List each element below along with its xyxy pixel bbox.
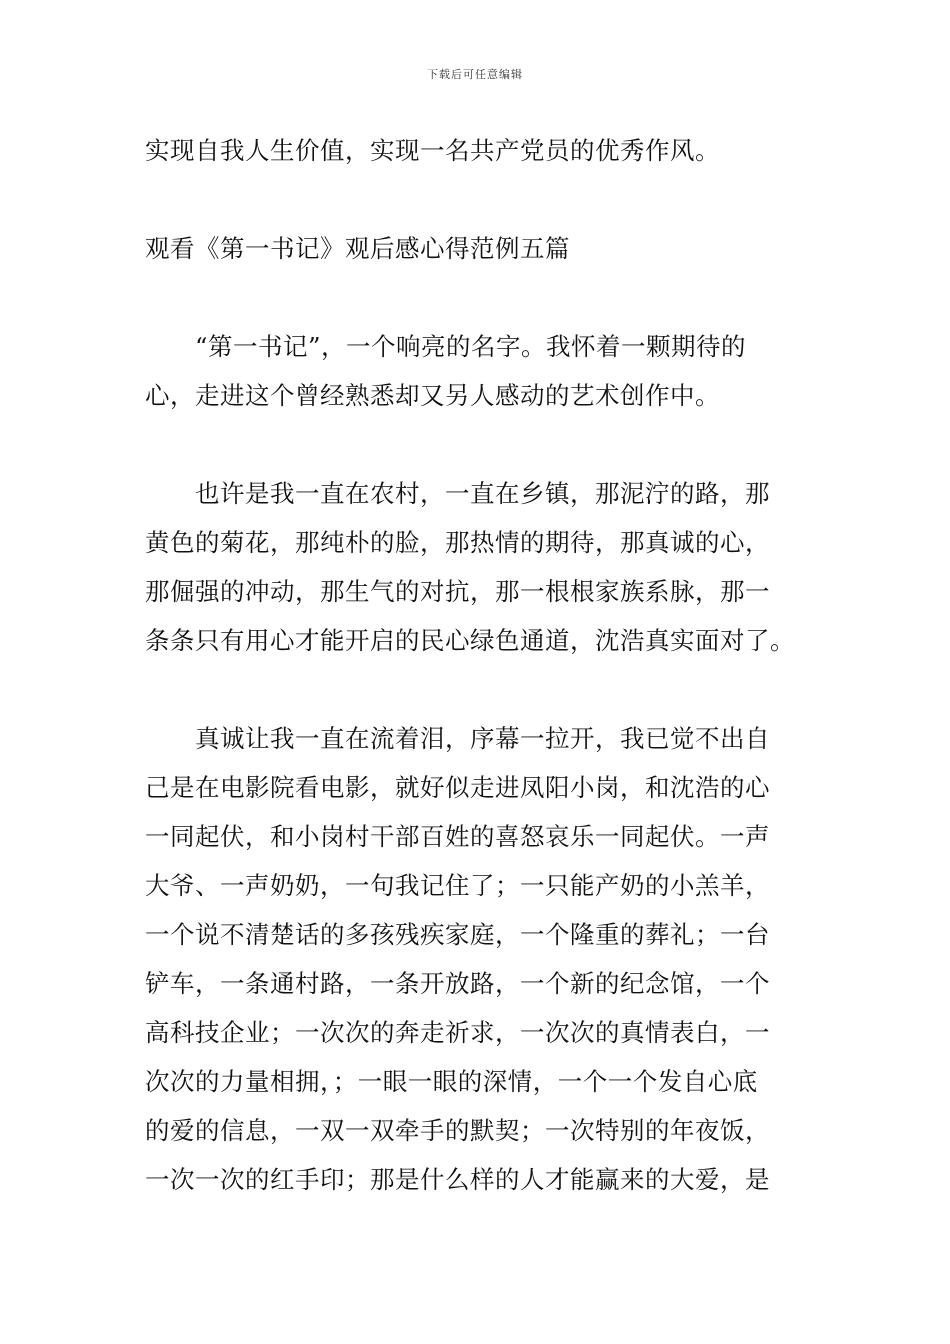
text-line: 真诚让我一直在流着泪，序幕一拉开，我已觉不出自: [195, 724, 770, 753]
text-line: 己是在电影院看电影，就好似走进凤阳小岗，和沈浩的心: [145, 773, 770, 802]
paragraph-3: [145, 469, 807, 665]
text-line: 次次的力量相拥，；一眼一眼的深情，一个一个发自心底: [145, 1067, 758, 1096]
paragraph-4: [145, 714, 807, 1204]
text-line: 也许是我一直在农村，一直在乡镇，那泥泞的路，那: [195, 479, 770, 508]
text-line: 一同起伏，和小岗村干部百姓的喜怒哀乐一同起伏。一声: [145, 822, 770, 851]
document-body: [145, 126, 807, 1204]
text-line: “第一书记”，一个响亮的名字。我怀着一颗期待的: [195, 332, 747, 361]
text-line: 一个说不清楚话的多孩残疾家庭，一个隆重的葬礼；一台: [145, 920, 770, 949]
text-line: 条条只有用心才能开启的民心绿色通道，沈浩真实面对了。: [145, 626, 795, 655]
text-line: 心，走进这个曾经熟悉却又另人感动的艺术创作中。: [145, 381, 720, 410]
text-line: 观看《第一书记》观后感心得范例五篇: [145, 234, 570, 263]
section-title: [145, 224, 807, 273]
paragraph-2: [145, 322, 807, 420]
text-line: 黄色的菊花，那纯朴的脸，那热情的期待，那真诚的心，: [145, 528, 770, 557]
text-line: 实现自我人生价值，实现一名共产党员的优秀作风。: [145, 136, 720, 165]
text-line: 那倔强的冲动，那生气的对抗，那一根根家族系脉，那一: [145, 577, 770, 606]
page-header: 下载后可任意编辑: [427, 68, 523, 81]
text-line: 大爷、一声奶奶，一句我记住了；一只能产奶的小羔羊，: [145, 871, 770, 900]
paragraph-1: [145, 126, 807, 175]
text-line: 的爱的信息，一双一双牵手的默契；一次特别的年夜饭，: [145, 1116, 770, 1145]
text-line: 一次一次的红手印；那是什么样的人才能赢来的大爱，是: [145, 1165, 770, 1194]
text-line: 铲车，一条通村路，一条开放路，一个新的纪念馆，一个: [145, 969, 770, 998]
text-line: 高科技企业；一次次的奔走祈求，一次次的真情表白，一: [145, 1018, 770, 1047]
